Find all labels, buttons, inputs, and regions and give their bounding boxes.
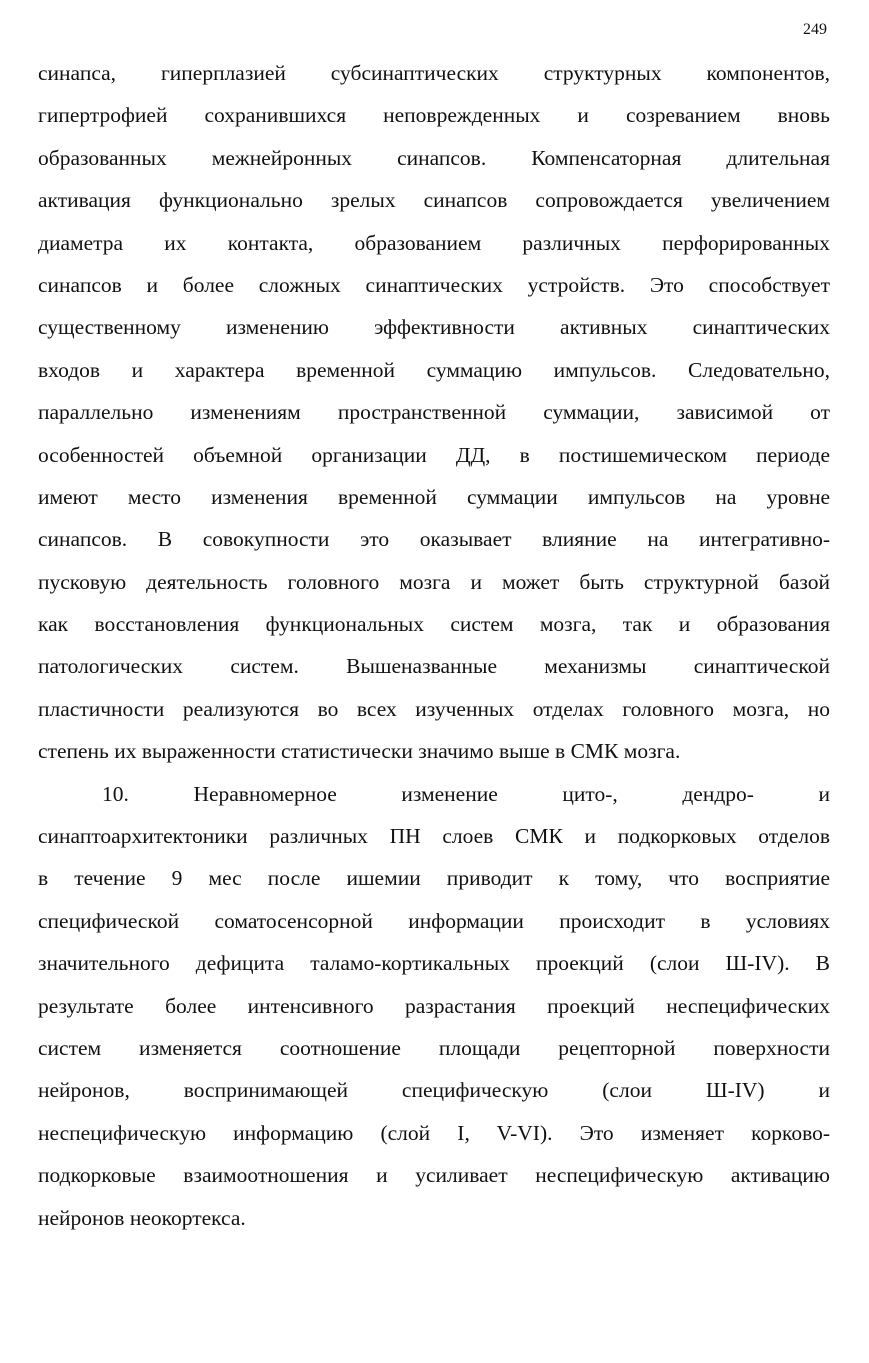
text-line: нейронов неокортекса. — [38, 1205, 246, 1230]
text-line: систем изменяется соотношение площади рецепторной поверхности — [38, 1035, 830, 1060]
text-line: синапсов и более сложных синаптических устройств. Это способствует — [38, 272, 830, 297]
text-line: образованных межнейронных синапсов. Компенсаторная длительная — [38, 145, 830, 170]
text-line: диаметра их контакта, образованием различных перфорированных — [38, 230, 830, 255]
text-block — [38, 52, 830, 1239]
text-line: степень их выраженности статистически значимо выше в СМК мозга. — [38, 739, 681, 764]
text-line: существенному изменению эффективности активных синаптических — [38, 315, 830, 340]
text-line: особенностей объемной организации ДД, в постишемическом периоде — [38, 442, 830, 467]
text-line: патологических систем. Вышеназванные механизмы синаптической — [38, 654, 830, 679]
text-line: гипертрофией сохранившихся неповрежденных и созреванием вновь — [38, 103, 830, 128]
text-line: параллельно изменениям пространственной суммации, зависимой от — [38, 400, 830, 425]
text-line: значительного дефицита таламо-кортикальных проекций (слои Ш-IV). В — [38, 951, 830, 976]
text-line: входов и характера временной суммацию импульсов. Следовательно, — [38, 357, 830, 382]
text-line: синапса, гиперплазией субсинаптических структурных компонентов, — [38, 61, 830, 85]
text-line: нейронов, воспринимающей специфическую (слои Ш-IV) и — [38, 1078, 830, 1103]
text-line: активация функционально зрелых синапсов сопровождается увеличением — [38, 188, 830, 213]
text-line: специфической соматосенсорной информации происходит в условиях — [38, 908, 830, 933]
text-line: неспецифическую информацию (слой I, V-VI). Это изменяет корково- — [38, 1120, 830, 1145]
text-line: результате более интенсивного разрастания проекций неспецифических — [38, 993, 830, 1018]
text-line: подкорковые взаимоотношения и усиливает неспецифическую активацию — [38, 1163, 830, 1188]
text-line: как восстановления функциональных систем мозга, так и образования — [38, 612, 830, 637]
page-number: 249 — [803, 21, 827, 38]
text-line: пусковую деятельность головного мозга и может быть структурной базой — [38, 569, 830, 594]
text-line: синаптоархитектоники различных ПН слоев СМК и подкорковых отделов — [38, 824, 830, 849]
text-line: имеют место изменения временной суммации импульсов на уровне — [38, 484, 830, 509]
text-line: пластичности реализуются во всех изученных отделах головного мозга, но — [38, 696, 830, 721]
text-line: 10. Неравномерное изменение цито-, дендро- и — [102, 781, 830, 806]
text-line: в течение 9 мес после ишемии приводит к тому, что восприятие — [38, 866, 830, 891]
text-line: синапсов. В совокупности это оказывает влияние на интегративно- — [38, 527, 830, 552]
